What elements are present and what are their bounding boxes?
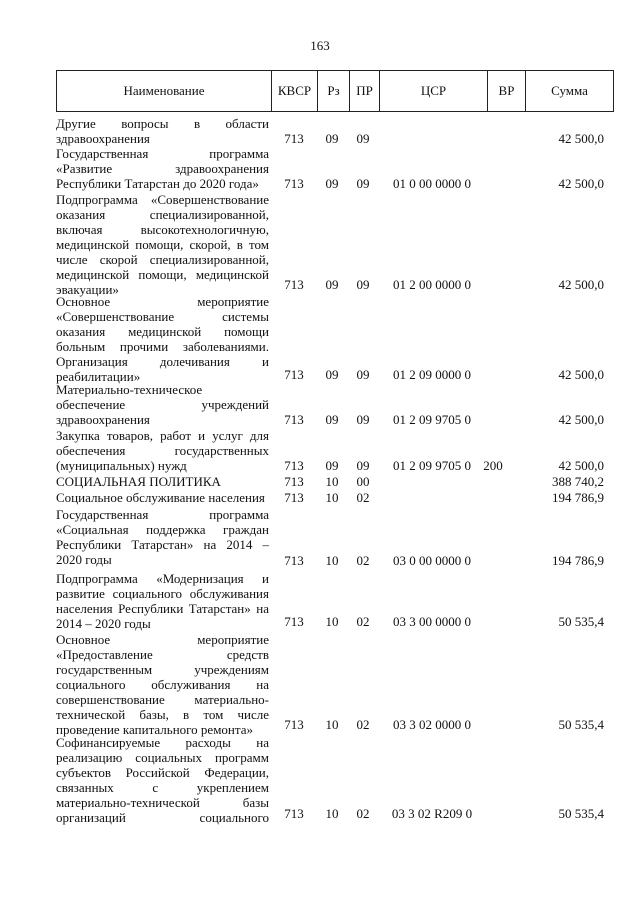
row-rz: 10 (325, 474, 339, 489)
row-pr: 09 (356, 131, 370, 146)
row-csr: 01 2 09 0000 0 (393, 367, 471, 382)
row-pr: 02 (356, 614, 370, 629)
row-sum: 42 500,0 (558, 412, 604, 427)
row-sum: 42 500,0 (558, 367, 604, 382)
row-rz: 09 (325, 277, 339, 292)
row-name: Другие вопросы в области здравоохранения (56, 116, 269, 146)
row-sum: 194 786,9 (552, 553, 604, 568)
table-row (56, 428, 614, 473)
row-kvsr: 713 (284, 412, 304, 427)
row-sum: 50 535,4 (558, 614, 604, 629)
table-row (56, 632, 614, 737)
row-name: Закупка товаров, работ и услуг для обеспечения государственных (муниципальных) нужд (56, 428, 269, 473)
table-row (56, 192, 614, 297)
table-row (56, 382, 614, 427)
table-row (56, 490, 614, 505)
row-pr: 09 (356, 277, 370, 292)
header-pr: ПР (349, 71, 379, 111)
table-row (56, 146, 614, 191)
header-sum: Сумма (525, 71, 613, 111)
row-sum: 42 500,0 (558, 458, 604, 473)
row-pr: 02 (356, 717, 370, 732)
row-pr: 09 (356, 176, 370, 191)
row-name: Софинансируемые расходы на реализацию социальных программ субъектов Российской Федерации, связанных с укреплением материально-технической базы организаций социального (56, 735, 269, 825)
row-sum: 42 500,0 (558, 277, 604, 292)
row-pr: 09 (356, 367, 370, 382)
header-vr: ВР (487, 71, 525, 111)
header-csr: ЦСР (379, 71, 487, 111)
row-name: СОЦИАЛЬНАЯ ПОЛИТИКА (56, 474, 221, 489)
row-kvsr: 713 (284, 176, 304, 191)
row-kvsr: 713 (284, 553, 304, 568)
table-row (56, 735, 614, 825)
row-sum: 50 535,4 (558, 717, 604, 732)
row-kvsr: 713 (284, 277, 304, 292)
table-row (56, 474, 614, 489)
row-name: Материально-техническое обеспечение учреждений здравоохранения (56, 382, 269, 427)
row-rz: 10 (325, 717, 339, 732)
row-csr: 01 0 00 0000 0 (393, 176, 471, 191)
row-name: Основное мероприятие «Предоставление средств государственным учреждениям социального обслуживания на совершенствование материально-технической базы, в том числе проведение капитального ремонта» (56, 632, 269, 737)
row-rz: 09 (325, 176, 339, 191)
header-rz: Рз (317, 71, 349, 111)
row-pr: 02 (356, 806, 370, 821)
row-csr: 01 2 00 0000 0 (393, 277, 471, 292)
row-kvsr: 713 (284, 614, 304, 629)
row-name: Подпрограмма «Совершенствование оказания специализированной, включая высокотехнологичную, медицинской помощи, скорой, в том числе скорой специализированной, медицинской помощи, медицинской эвакуации» (56, 192, 269, 297)
row-sum: 194 786,9 (552, 490, 604, 505)
row-csr: 03 3 02 0000 0 (393, 717, 471, 732)
table-header (56, 70, 614, 112)
row-csr: 01 2 09 9705 0 (393, 458, 471, 473)
row-rz: 09 (325, 131, 339, 146)
table-row (56, 294, 614, 382)
row-kvsr: 713 (284, 367, 304, 382)
row-name: Подпрограмма «Модернизация и развитие социального обслуживания населения Республики Татарстан» на 2014 – 2020 годы (56, 571, 269, 631)
row-rz: 10 (325, 553, 339, 568)
row-kvsr: 713 (284, 474, 304, 489)
row-pr: 09 (356, 458, 370, 473)
row-sum: 50 535,4 (558, 806, 604, 821)
table-row (56, 507, 614, 568)
row-rz: 10 (325, 490, 339, 505)
table-row (56, 116, 614, 146)
row-pr: 02 (356, 553, 370, 568)
page-number: 163 (310, 38, 330, 53)
row-name: Социальное обслуживание населения (56, 490, 265, 505)
row-kvsr: 713 (284, 806, 304, 821)
row-rz: 10 (325, 614, 339, 629)
table-row (56, 571, 614, 629)
row-sum: 42 500,0 (558, 131, 604, 146)
row-sum: 42 500,0 (558, 176, 604, 191)
row-rz: 09 (325, 412, 339, 427)
row-csr: 03 3 00 0000 0 (393, 614, 471, 629)
row-kvsr: 713 (284, 490, 304, 505)
header-kvsr: КВСР (271, 71, 317, 111)
row-pr: 09 (356, 412, 370, 427)
row-csr: 03 0 00 0000 0 (393, 553, 471, 568)
row-name: Основное мероприятие «Совершенствование системы оказания медицинской помощи больным прочими заболеваниями. Организация долечивания и реабилитации» (56, 294, 269, 384)
row-vr: 200 (483, 458, 503, 473)
row-rz: 09 (325, 367, 339, 382)
row-rz: 09 (325, 458, 339, 473)
row-kvsr: 713 (284, 717, 304, 732)
row-sum: 388 740,2 (552, 474, 604, 489)
row-rz: 10 (325, 806, 339, 821)
row-csr: 03 3 02 R209 0 (391, 806, 473, 821)
row-pr: 02 (356, 490, 370, 505)
row-kvsr: 713 (284, 458, 304, 473)
row-name: Государственная программа «Развитие здравоохранения Республики Татарстан до 2020 года» (56, 146, 269, 191)
row-name: Государственная программа «Социальная поддержка граждан Республики Татарстан» на 2014 – 2020 годы (56, 507, 269, 567)
row-kvsr: 713 (284, 131, 304, 146)
header-name: Наименование (123, 83, 205, 98)
row-pr: 00 (356, 474, 370, 489)
row-csr: 01 2 09 9705 0 (393, 412, 471, 427)
